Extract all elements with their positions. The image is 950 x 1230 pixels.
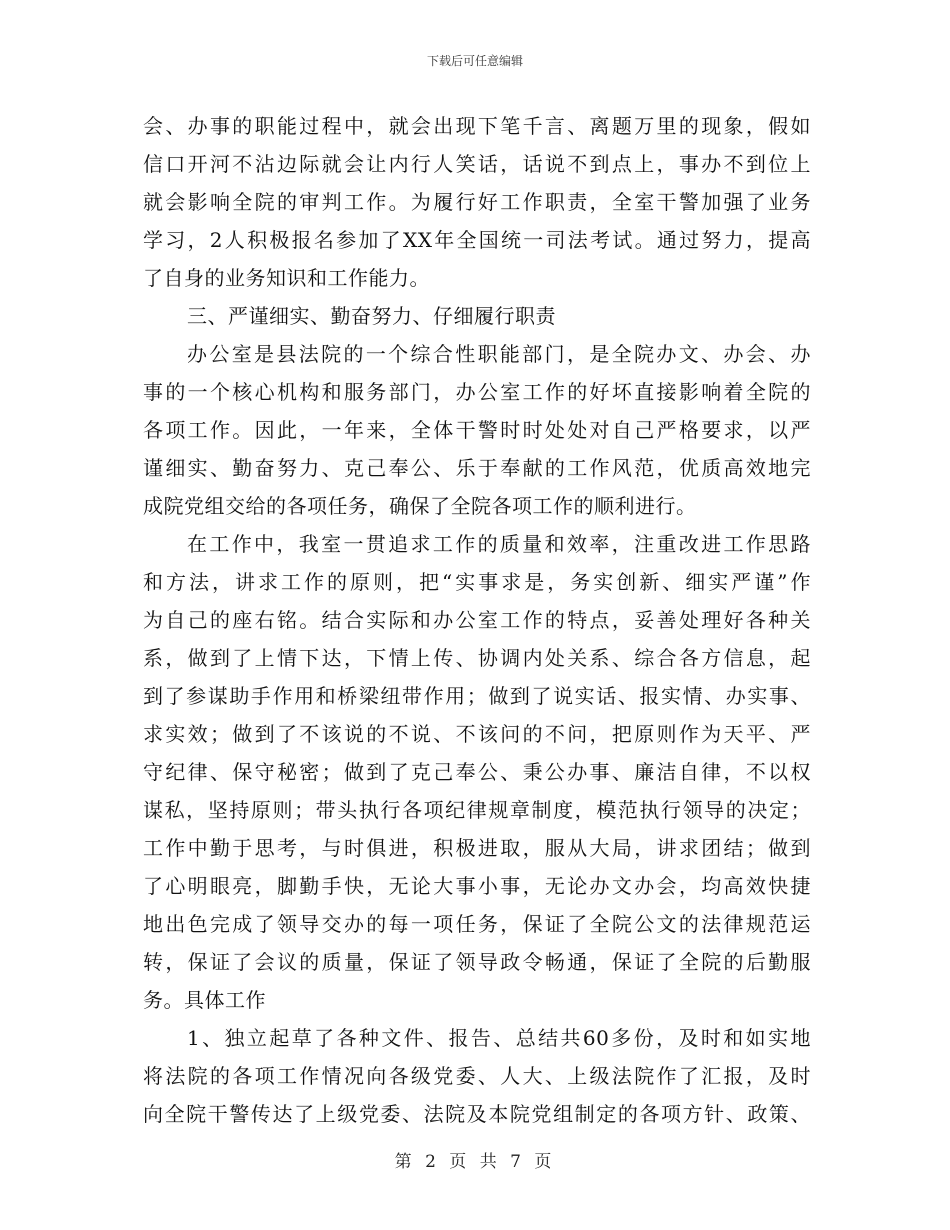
text-line: 学习，2人积极报名参加了XX年全国统一司法考试。通过努力，提高 (143, 228, 811, 252)
text-line: 成院党组交给的各项任务，确保了全院各项工作的顺利进行。 (143, 494, 697, 518)
text-line: 系，做到了上情下达，下情上传、协调内处关系、综合各方信息，起 (143, 646, 811, 670)
document-body (143, 107, 811, 1133)
text-line: 向全院干警传达了上级党委、法院及本院党组制定的各项方针、政策、 (143, 1102, 811, 1126)
text-line: 谋私，坚持原则；带头执行各项纪律规章制度，模范执行领导的决定； (143, 798, 811, 822)
text-line: 了心明眼亮，脚勤手快，无论大事小事，无论办文办会，均高效快捷 (143, 874, 811, 898)
page-header: 下载后可任意编辑 (426, 54, 523, 68)
text-line: 为自己的座右铭。结合实际和办公室工作的特点，妥善处理好各种关 (143, 608, 811, 632)
text-line: 事的一个核心机构和服务部门，办公室工作的好坏直接影响着全院的 (143, 380, 811, 404)
text-line: 1、独立起草了各种文件、报告、总结共60多份，及时和如实地 (187, 1026, 811, 1050)
text-line: 将法院的各项工作情况向各级党委、人大、上级法院作了汇报，及时 (143, 1064, 811, 1088)
text-line: 工作中勤于思考，与时俱进，积极进取，服从大局，讲求团结；做到 (143, 836, 811, 860)
text-line: 信口开河不沾边际就会让内行人笑话，话说不到点上，事办不到位上 (143, 152, 811, 176)
text-line: 三、严谨细实、勤奋努力、仔细履行职责 (187, 304, 556, 328)
text-line: 到了参谋助手作用和桥梁纽带作用；做到了说实话、报实情、办实事、 (143, 684, 811, 708)
text-line: 在工作中，我室一贯追求工作的质量和效率，注重改进工作思路 (187, 532, 811, 556)
text-line: 守纪律、保守秘密；做到了克己奉公、秉公办事、廉洁自律，不以权 (143, 760, 811, 784)
text-line: 和方法，讲求工作的原则，把“实事求是，务实创新、细实严谨”作 (143, 570, 811, 594)
text-line: 会、办事的职能过程中，就会出现下笔千言、离题万里的现象，假如 (143, 114, 811, 138)
text-line: 了自身的业务知识和工作能力。 (143, 266, 430, 290)
text-line: 地出色完成了领导交办的每一项任务，保证了全院公文的法律规范运 (143, 912, 811, 936)
text-line: 就会影响全院的审判工作。为履行好工作职责，全室干警加强了业务 (143, 190, 811, 214)
text-line: 转，保证了会议的质量，保证了领导政令畅通，保证了全院的后勤服 (143, 950, 811, 974)
text-line: 求实效；做到了不该说的不说、不该问的不问，把原则作为天平、严 (143, 722, 811, 746)
text-line: 各项工作。因此，一年来，全体干警时时处处对自己严格要求，以严 (143, 418, 811, 442)
text-line: 务。具体工作 (143, 988, 266, 1012)
text-line: 办公室是县法院的一个综合性职能部门，是全院办文、办会、办 (187, 342, 811, 366)
page-footer: 第 2 页 共 7 页 (394, 1152, 556, 1172)
text-line: 谨细实、勤奋努力、克己奉公、乐于奉献的工作风范，优质高效地完 (143, 456, 811, 480)
